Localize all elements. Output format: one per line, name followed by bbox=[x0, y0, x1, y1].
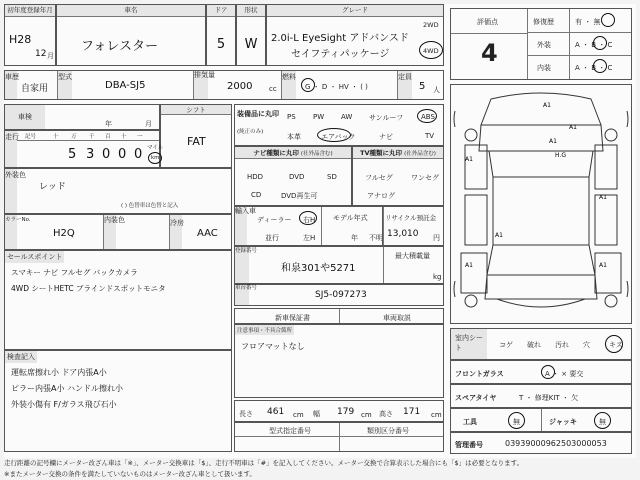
inspection-cell bbox=[4, 104, 160, 130]
chassis-label: 車台番号 bbox=[235, 285, 249, 305]
recycle-label: リサイクル預託金 bbox=[385, 214, 437, 222]
equip-abs: ABS bbox=[421, 113, 435, 121]
footer-line1: 走行距離の記号欄にメーター改ざん車は「※」、メーター交換車は「$」、走行不明車は「#」を記入してください。メーター交換で合算表示した場合にも「$」は必要となります。 bbox=[4, 459, 524, 467]
fuel-g-circle bbox=[301, 78, 315, 92]
navi-cell bbox=[234, 146, 352, 206]
diag-label-3: A1 bbox=[465, 156, 473, 163]
grade-label: グレード bbox=[267, 5, 443, 17]
model-year-year: 年 bbox=[351, 234, 358, 242]
digit-header-3: 千 bbox=[89, 134, 95, 140]
jack-none-circle bbox=[594, 412, 611, 429]
capacity-unit: 人 bbox=[433, 86, 440, 94]
interior-label: 内装 bbox=[537, 64, 551, 72]
digit-header-1: 十 bbox=[53, 134, 59, 140]
length-unit: cm bbox=[293, 411, 304, 419]
equip-tv: TV bbox=[425, 132, 435, 140]
exterior-label: 外装 bbox=[537, 41, 551, 49]
diag-label-5: A1 bbox=[599, 194, 607, 201]
drive-4wd-circle bbox=[419, 41, 443, 59]
inspection-notes-line3: 外装小傷有 F/ガラス飛び石小 bbox=[11, 400, 117, 409]
grade-score-box bbox=[450, 8, 632, 80]
interior-color-label: 内装色 bbox=[104, 215, 116, 249]
seat-tear: 破れ bbox=[527, 341, 541, 349]
equip-sunroof: サンルーフ bbox=[369, 114, 404, 122]
navi-header bbox=[235, 147, 351, 159]
plate-label: 登録番号 bbox=[235, 247, 249, 283]
capacity-label: 定員 bbox=[398, 71, 412, 99]
car-name-cell bbox=[56, 4, 206, 66]
navi-dvd-play: DVD再生可 bbox=[281, 192, 318, 200]
sales-point-cell bbox=[4, 250, 232, 350]
tools-none-circle bbox=[508, 412, 525, 429]
digit-header-0: 記号 bbox=[25, 134, 37, 140]
grade-line1: 2.0i-L EyeSight アドバンスド bbox=[271, 33, 409, 44]
spare-tire-label: スペアタイヤ bbox=[455, 394, 497, 402]
navi-label: ナビ種類に丸印 bbox=[253, 149, 299, 157]
inspection-notes-cell bbox=[4, 350, 232, 452]
usage-label: 車歴 bbox=[5, 71, 17, 99]
displacement-unit: cc bbox=[269, 85, 277, 93]
tv-label: TV種類に丸印 bbox=[360, 149, 403, 157]
plate-value: 和泉301や5271 bbox=[281, 263, 356, 274]
mileage-digit-2: 3 bbox=[86, 147, 95, 162]
seat-scratch: キズ bbox=[609, 341, 623, 349]
equip-aw: AW bbox=[341, 113, 353, 121]
color-label: 外装色 bbox=[5, 169, 17, 213]
doors-cell bbox=[206, 4, 236, 66]
height-unit: cm bbox=[431, 411, 442, 419]
equip-airbag: エアバック bbox=[321, 133, 356, 141]
sales-point-label: セールスポイント bbox=[7, 253, 63, 261]
mileage-unit-km: km bbox=[151, 155, 160, 161]
score-label: 評価点 bbox=[477, 18, 498, 26]
manual: 車両取説 bbox=[383, 314, 411, 322]
navi-sublabel: (社外品含む) bbox=[300, 151, 333, 157]
grade-line2: セイフティパッケージ bbox=[291, 49, 390, 60]
model-cert-cell bbox=[234, 422, 444, 452]
recycle-cell bbox=[382, 206, 444, 246]
management-cell bbox=[450, 432, 632, 454]
shift-label: シフト bbox=[161, 105, 231, 115]
windshield-label: フロントガラス bbox=[455, 370, 504, 378]
recycle-value: 13,010 bbox=[387, 229, 419, 239]
tools-label: 工具 bbox=[463, 418, 477, 426]
reg-year-cell bbox=[4, 4, 56, 66]
diag-label-2: A1 bbox=[569, 124, 577, 131]
model-year-label: モデル年式 bbox=[333, 214, 368, 222]
notes-cell bbox=[234, 324, 444, 398]
notes-label: 注意事項・不具合箇所 bbox=[235, 325, 294, 335]
management-label: 管理番号 bbox=[455, 441, 483, 449]
chassis-cell bbox=[234, 284, 444, 306]
displacement-value: 2000 bbox=[227, 81, 253, 92]
digit-header-4: 百 bbox=[105, 134, 111, 140]
color-no-label: カラーNo. bbox=[5, 215, 17, 249]
tv-fullseg: フルセグ bbox=[365, 174, 393, 182]
exterior-b-circle bbox=[593, 36, 607, 50]
equip-pw: PW bbox=[313, 113, 325, 121]
width-unit: cm bbox=[361, 411, 372, 419]
tv-oneseg: ワンセグ bbox=[411, 174, 439, 182]
length-value: 461 bbox=[267, 407, 285, 417]
repair-label: 修復歴 bbox=[533, 18, 554, 26]
jack-label: ジャッキ bbox=[549, 418, 577, 426]
shape-label: 形状 bbox=[237, 5, 265, 17]
handle-left: 左H bbox=[303, 234, 316, 242]
inspection-month-unit: 月 bbox=[145, 120, 152, 128]
row2 bbox=[4, 70, 444, 100]
displacement-label: 排気量 bbox=[194, 71, 208, 99]
inspection-year-unit: 年 bbox=[105, 120, 112, 128]
shape-value: W bbox=[244, 37, 258, 52]
inspection-label: 車検 bbox=[5, 105, 45, 129]
diag-label-4: H.G bbox=[555, 152, 566, 159]
car-name-value: フォレスター bbox=[81, 39, 158, 54]
color-note: ( ) 色替車は色替と記入 bbox=[121, 203, 179, 209]
equipment-label: 装備品に丸印 bbox=[237, 110, 279, 118]
score-value: 4 bbox=[481, 39, 498, 67]
drive-4wd: 4WD bbox=[423, 47, 439, 55]
inspection-notes-label: 検査記入 bbox=[7, 353, 35, 361]
reg-year-label: 初年度登録年月 bbox=[5, 5, 55, 17]
inspection-notes-line1: 運転席擦れ小 ドア内張A小 bbox=[11, 368, 107, 377]
interior-options: A ・ B ・ C bbox=[575, 64, 613, 72]
max-load-label: 最大積載量 bbox=[395, 252, 430, 260]
tv-sublabel: (社外品含む) bbox=[404, 151, 436, 157]
fuel-options: G ・ D ・ HV ・ ( ) bbox=[305, 83, 368, 91]
shape-cell bbox=[236, 4, 266, 66]
dimensions-cell bbox=[234, 400, 444, 422]
ac-value: AAC bbox=[197, 228, 218, 239]
handle-right: 右H bbox=[303, 216, 316, 224]
digit-header-5: 十 bbox=[121, 134, 127, 140]
seat-scratch-circle bbox=[605, 335, 623, 353]
grade-cell bbox=[266, 4, 444, 66]
handle-right-circle bbox=[299, 211, 317, 225]
import-label: 輸入車 bbox=[235, 207, 247, 245]
seat-burn: コゲ bbox=[499, 341, 513, 349]
sales-point-line1: スマキー ナビ フルセグ バックカメラ bbox=[11, 268, 138, 277]
fuel-label: 燃料 bbox=[282, 71, 296, 99]
windshield-options: A ・ × 要交 bbox=[545, 370, 584, 378]
jack-value: 無 bbox=[599, 418, 606, 426]
reg-year-value: H28 bbox=[9, 33, 32, 46]
model-year-unknown: 不明 bbox=[369, 234, 383, 242]
max-load-unit: kg bbox=[433, 273, 442, 281]
car-name-label: 車名 bbox=[57, 5, 205, 17]
class-label: 類別区分番号 bbox=[367, 427, 409, 435]
usage-value: 自家用 bbox=[21, 84, 49, 94]
height-value: 171 bbox=[403, 407, 421, 417]
seat-dirt: 汚れ bbox=[555, 341, 569, 349]
footer-line2: ※またメーター交換の条件を満たしていないものはメーター改ざん車として扱います。 bbox=[4, 470, 256, 478]
equip-navi: ナビ bbox=[379, 133, 393, 141]
model-value: DBA-SJ5 bbox=[105, 80, 146, 91]
mileage-digit-4: 0 bbox=[118, 147, 127, 162]
mileage-digit-1: 5 bbox=[68, 147, 77, 162]
navi-sd: SD bbox=[327, 173, 337, 181]
management-value: 03939000962503000053 bbox=[505, 439, 607, 448]
width-label: 幅 bbox=[313, 410, 320, 418]
tv-header bbox=[353, 147, 443, 159]
navi-hdd: HDD bbox=[247, 173, 264, 181]
reg-month-value: 12 bbox=[35, 49, 47, 59]
repair-none-circle bbox=[601, 13, 615, 27]
car-diagram-box bbox=[450, 84, 632, 324]
new-warranty: 新車保証書 bbox=[275, 314, 310, 322]
interior-b-circle bbox=[593, 59, 607, 73]
shift-value: FAT bbox=[187, 135, 206, 148]
doors-label: ドア bbox=[207, 5, 235, 17]
diag-label-0: A1 bbox=[543, 102, 551, 109]
import-parallel: 並行 bbox=[265, 234, 279, 242]
width-value: 179 bbox=[337, 407, 355, 417]
color-no-cell bbox=[4, 214, 232, 250]
chassis-value: SJ5-097273 bbox=[315, 290, 367, 300]
mileage-digit-5: 0 bbox=[134, 147, 143, 162]
equip-leather: 本革 bbox=[287, 133, 301, 141]
spare-tire-cell bbox=[450, 384, 632, 408]
height-label: 高さ bbox=[379, 410, 393, 418]
plate-cell bbox=[234, 246, 444, 284]
tv-cell bbox=[352, 146, 444, 206]
import-dealer: ディーラー bbox=[257, 216, 292, 224]
color-no-value: H2Q bbox=[53, 228, 75, 239]
shift-cell bbox=[160, 104, 232, 168]
reg-month-unit: 月 bbox=[47, 52, 54, 60]
tv-analog: アナログ bbox=[367, 192, 395, 200]
tools-value: 無 bbox=[513, 418, 520, 426]
warranty-cell bbox=[234, 308, 444, 324]
digit-header-6: 一 bbox=[137, 134, 143, 140]
length-label: 長さ bbox=[239, 410, 253, 418]
interior-seat-cell bbox=[450, 328, 632, 360]
diag-label-1: A1 bbox=[549, 138, 557, 145]
mileage-digit-3: 0 bbox=[102, 147, 111, 162]
equip-ps: PS bbox=[287, 113, 296, 121]
diag-label-7: A1 bbox=[465, 262, 473, 269]
seat-hole: 穴 bbox=[583, 341, 590, 349]
notes-value: フロアマットなし bbox=[241, 342, 305, 351]
navi-cd: CD bbox=[251, 191, 262, 199]
model-cert-label: 型式指定番号 bbox=[269, 427, 311, 435]
ac-label: 冷房 bbox=[170, 215, 182, 249]
interior-seat-label: 室内シート bbox=[451, 329, 487, 359]
mileage-cell bbox=[4, 130, 164, 168]
equip-airbag-circle bbox=[317, 128, 351, 142]
diag-label-6: A1 bbox=[495, 232, 503, 239]
exterior-color-cell bbox=[4, 168, 232, 214]
digit-header-2: 万 bbox=[71, 134, 77, 140]
car-diagram bbox=[451, 85, 631, 323]
equip-abs-circle bbox=[417, 109, 437, 123]
doors-value: 5 bbox=[216, 37, 226, 52]
mileage-km-circle bbox=[148, 152, 162, 164]
spare-tire-options: T ・ 修理KIT ・ 欠 bbox=[519, 394, 579, 402]
tools-cell bbox=[450, 408, 632, 432]
sales-point-line2: 4WD シートHETC ブラインドスポットモニタ bbox=[11, 284, 166, 293]
mileage-unit-mile: マイル bbox=[147, 145, 164, 151]
color-value: レッド bbox=[39, 182, 66, 192]
windshield-a-circle bbox=[541, 365, 555, 379]
mileage-label: 走行 bbox=[5, 131, 17, 167]
equipment-sublabel: (純正のみ) bbox=[237, 129, 264, 135]
repair-options: 有 ・ 無 bbox=[575, 18, 601, 26]
recycle-unit: 円 bbox=[433, 234, 440, 242]
equipment-cell bbox=[234, 104, 444, 146]
navi-dvd: DVD bbox=[289, 173, 305, 181]
diag-label-8: A1 bbox=[599, 262, 607, 269]
exterior-options: A ・ B ・ C bbox=[575, 41, 613, 49]
inspection-notes-line2: ピラー内張A小 ハンドル擦れ小 bbox=[11, 384, 124, 393]
auction-sheet bbox=[4, 4, 636, 458]
model-label: 型式 bbox=[58, 71, 72, 99]
windshield-cell bbox=[450, 360, 632, 384]
drive-2wd: 2WD bbox=[423, 21, 439, 29]
capacity-value: 5 bbox=[419, 81, 426, 92]
